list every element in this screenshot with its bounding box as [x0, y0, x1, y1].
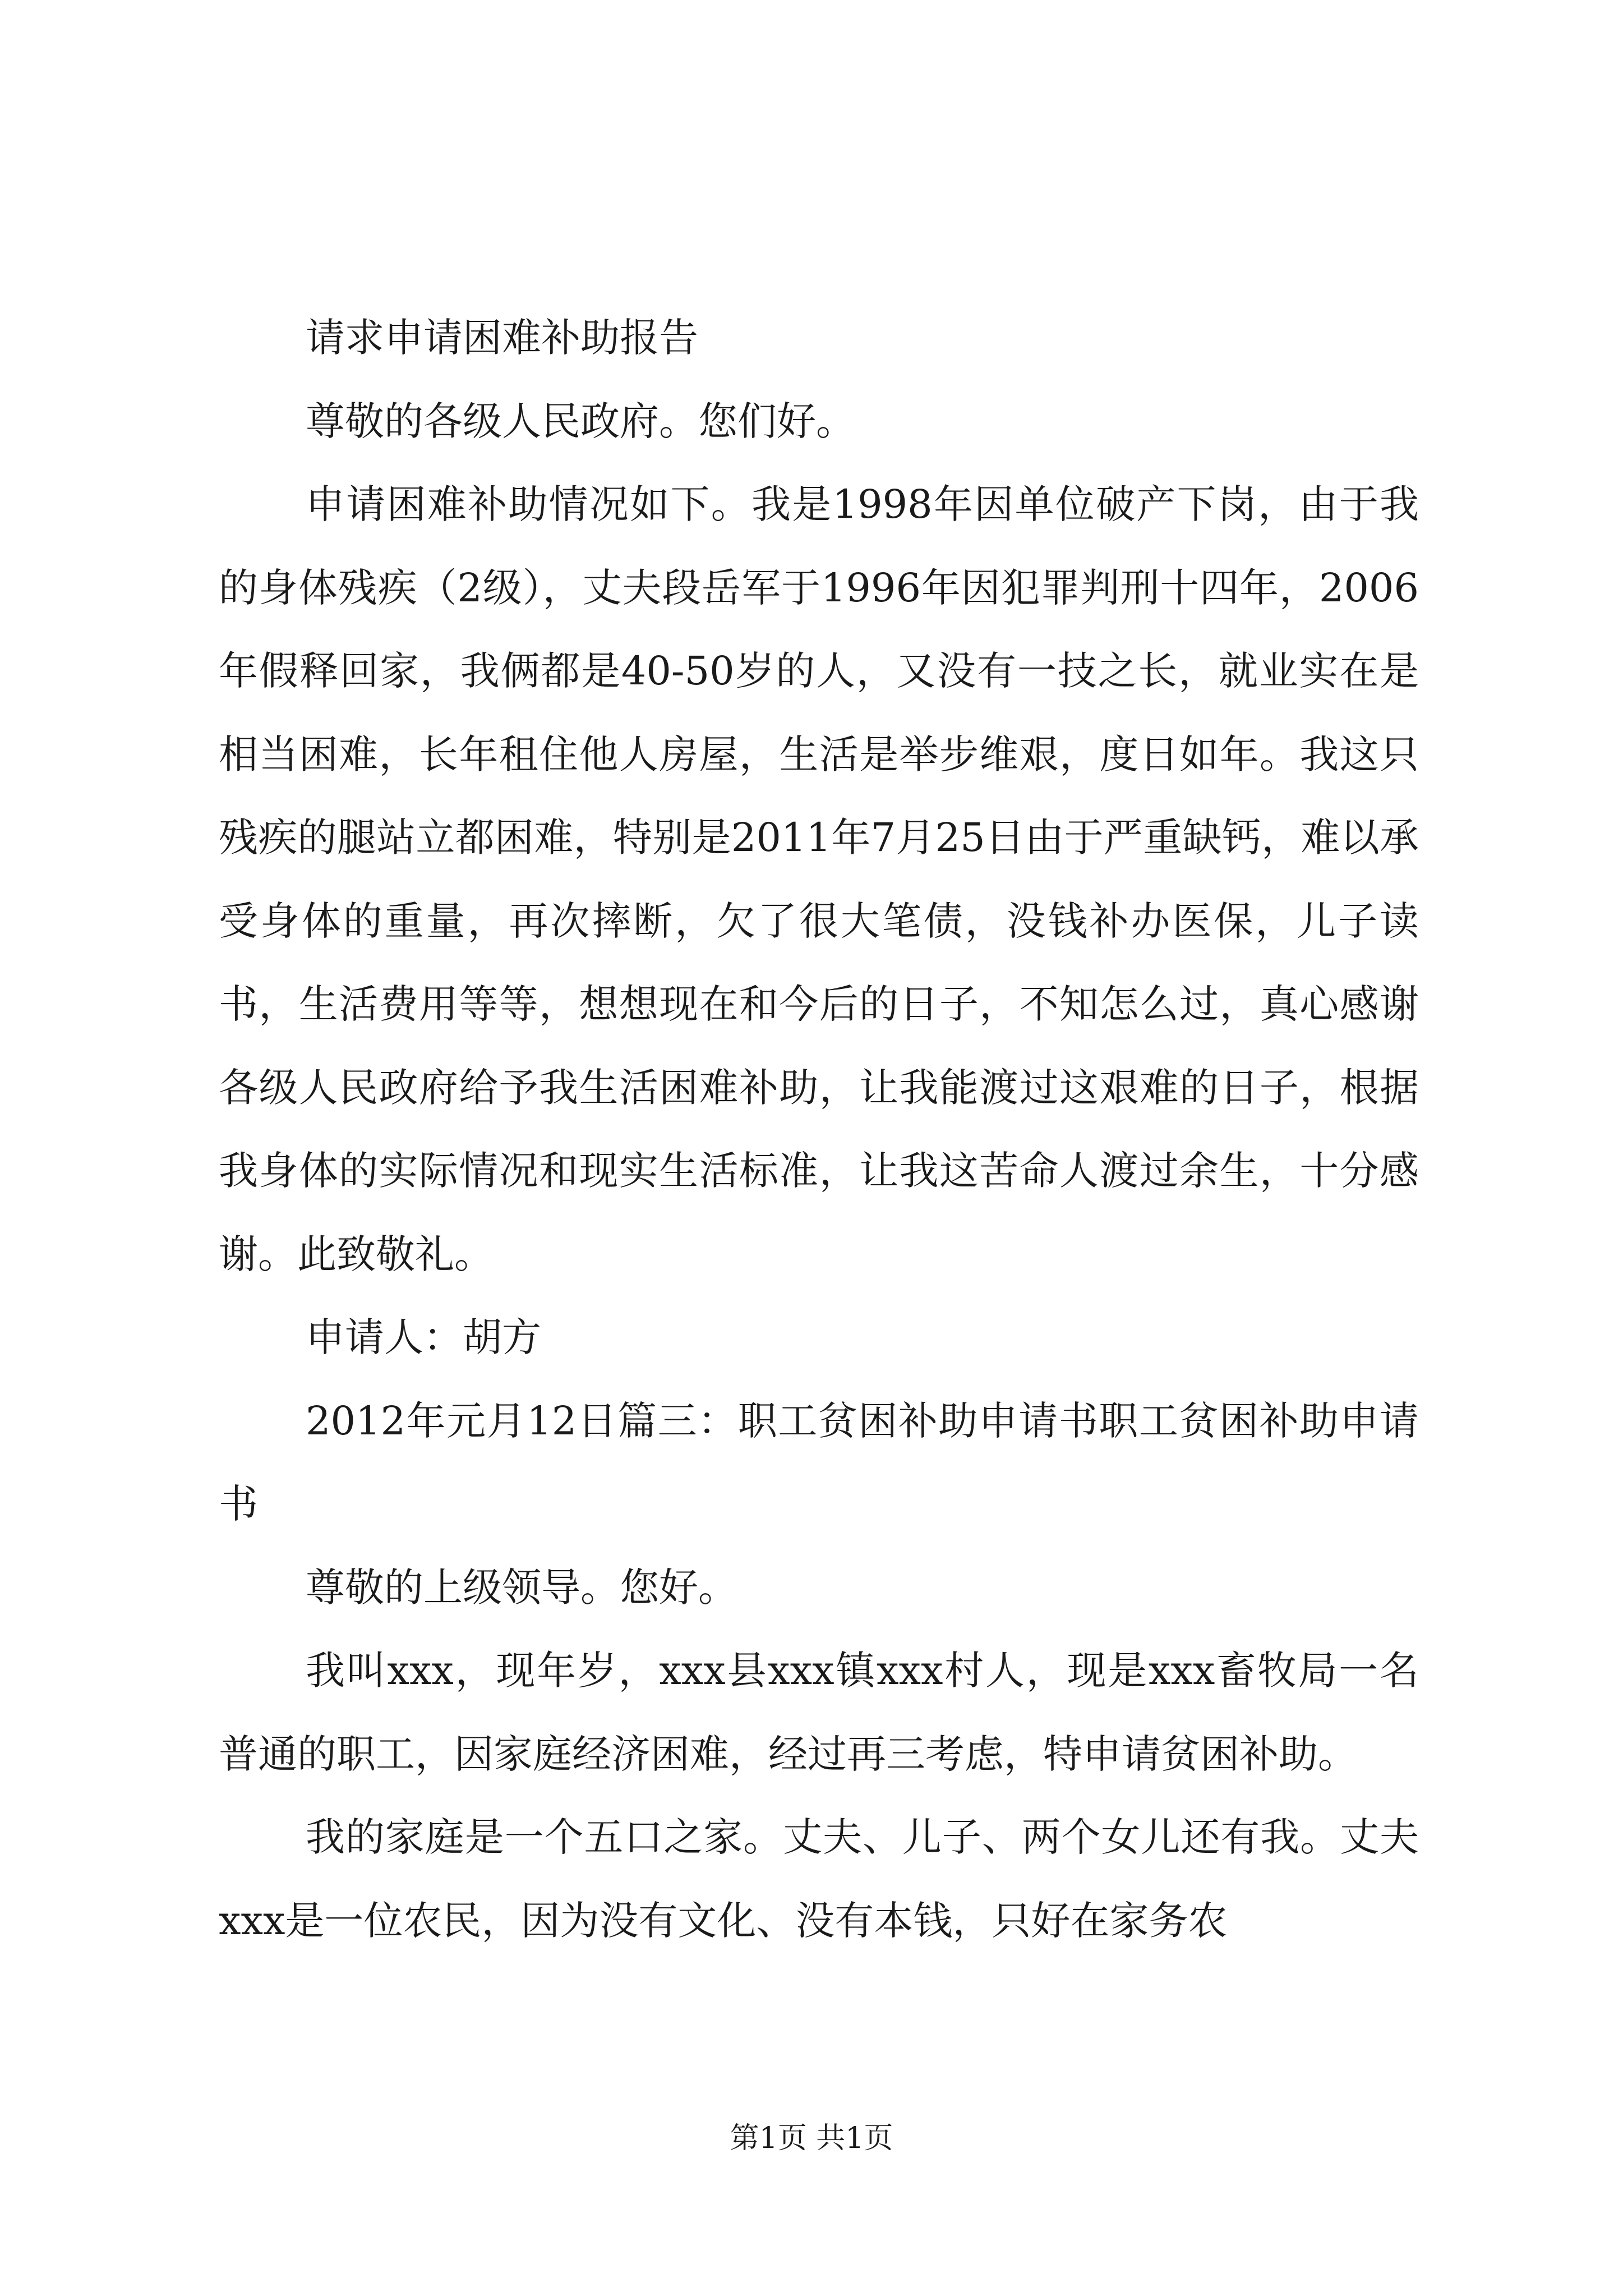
page-number-footer: 第1页 共1页	[730, 2122, 893, 2155]
date-section-heading: 2012年元月12日篇三：职工贫困补助申请书职工贫困补助申请书	[219, 1397, 1419, 1527]
salutation-paragraph-2: 尊敬的上级领导。您好。	[306, 1564, 737, 1611]
body-paragraph-family: 我的家庭是一个五口之家。丈夫、儿子、两个女儿还有我。丈夫xxx是一位农民，因为没有文化、没有本钱，只好在家务农	[219, 1814, 1419, 1944]
salutation-paragraph: 尊敬的各级人民政府。您们好。	[306, 398, 855, 444]
document-body	[219, 296, 1419, 1962]
body-paragraph-application: 申请困难补助情况如下。我是1998年因单位破产下岗，由于我的身体残疾（2级），丈夫段岳军于1996年因犯罪判刑十四年，2006年假释回家，我俩都是40-50岁的人，又没有一技之长，就业实在是相当困难，长年租住他人房屋，生活是举步维艰，度日如年。我这只残疾的腿站立都困难，特别是2011年7月25日由于严重缺钙，难以承受身体的重量，再次摔断，欠了很大笔债，没钱补办医保，儿子读书，生活费用等等，想想现在和今后的日子，不知怎么过，真心感谢各级人民政府给予我生活困难补助，让我能渡过这艰难的日子，根据我身体的实际情况和现实生活标准，让我这苦命人渡过余生，十分感谢。此致敬礼。	[219, 481, 1419, 1277]
body-paragraph-introduction: 我叫xxx，现年岁，xxx县xxx镇xxx村人，现是xxx畜牧局一名普通的职工，因家庭经济困难，经过再三考虑，特申请贫困补助。	[219, 1648, 1419, 1777]
document-title: 请求申请困难补助报告	[306, 315, 698, 361]
applicant-line: 申请人：胡方	[306, 1314, 541, 1360]
